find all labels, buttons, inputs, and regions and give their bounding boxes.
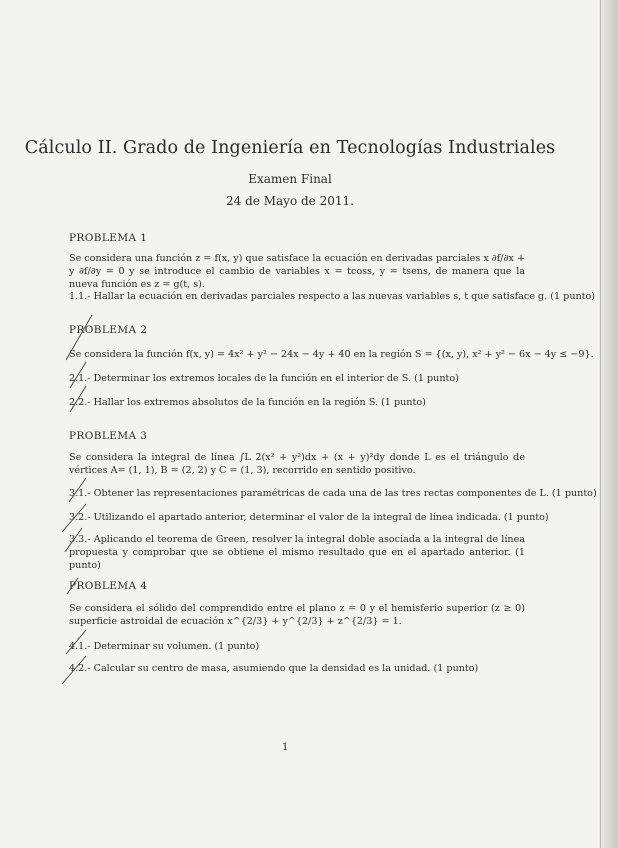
page-number: 1 xyxy=(282,742,289,753)
exam-date: 24 de Mayo de 2011. xyxy=(226,194,354,208)
page-edge-shadow xyxy=(599,0,617,848)
problem-2-heading: PROBLEMA 2 xyxy=(69,324,148,336)
problem-3-item-1: 3.1.- Obtener las representaciones paramétricas de cada una de las tres rectas componentes de L. (1 punto) xyxy=(69,488,597,499)
problem-1-statement: Se considera una función z = f(x, y) que satisface la ecuación en derivadas parciales x ∂f/∂x + y ∂f/∂y = 0 y se introduce el cambio de variables x = tcoss, y = tsens, de manera que la nueva función es z = g(t, s). xyxy=(69,253,525,290)
problem-2-item-2: 2.2.- Hallar los extremos absolutos de la función en la región S. (1 punto) xyxy=(69,397,426,408)
problem-3-heading: PROBLEMA 3 xyxy=(69,430,148,442)
problem-3-item-3: 3.3.- Aplicando el teorema de Green, resolver la integral doble asociada a la integral de línea propuesta y comprobar que se obtiene el mismo resultado que en el apartado anterior. (1 punto) xyxy=(69,534,525,571)
problem-2-item-1: 2.1.- Determinar los extremos locales de la función en el interior de S. (1 punto) xyxy=(69,373,459,384)
exam-type: Examen Final xyxy=(248,172,332,186)
problem-4-item-1: 4.1.- Determinar su volumen. (1 punto) xyxy=(69,641,260,652)
problem-1-item-1: 1.1.- Hallar la ecuación en derivadas parciales respecto a las nuevas variables s, t que satisface g. (1 punto) xyxy=(69,291,596,302)
exam-title: Cálculo II. Grado de Ingeniería en Tecnologías Industriales xyxy=(24,138,556,158)
problem-4-statement: Se considera el sólido del comprendido entre el plano z = 0 y el hemisferio superior (z ≥ 0) superficie astroidal de ecuación x^{2/3} + y^{2/3} + z^{2/3} = 1. xyxy=(69,603,525,627)
problem-1-heading: PROBLEMA 1 xyxy=(69,232,148,244)
problem-4-item-2: 4.2.- Calcular su centro de masa, asumiendo que la densidad es la unidad. (1 punto) xyxy=(69,663,479,674)
page-edge-line xyxy=(600,0,601,848)
problem-2-statement: Se considera la función f(x, y) = 4x² + y² − 24x − 4y + 40 en la región S = {(x, y), x² + y² − 6x − 4y ≤ −9}. xyxy=(69,349,594,360)
problem-3-item-2: 3.2.- Utilizando el apartado anterior, determinar el valor de la integral de línea indicada. (1 punto) xyxy=(69,512,549,523)
problem-3-statement: Se considera la integral de línea ∫L 2(x² + y²)dx + (x + y)²dy donde L es el triángulo de vértices A= (1, 1), B = (2, 2) y C = (1, 3), recorrido en sentido positivo. xyxy=(69,452,525,476)
problem-4-heading: PROBLEMA 4 xyxy=(69,580,148,592)
